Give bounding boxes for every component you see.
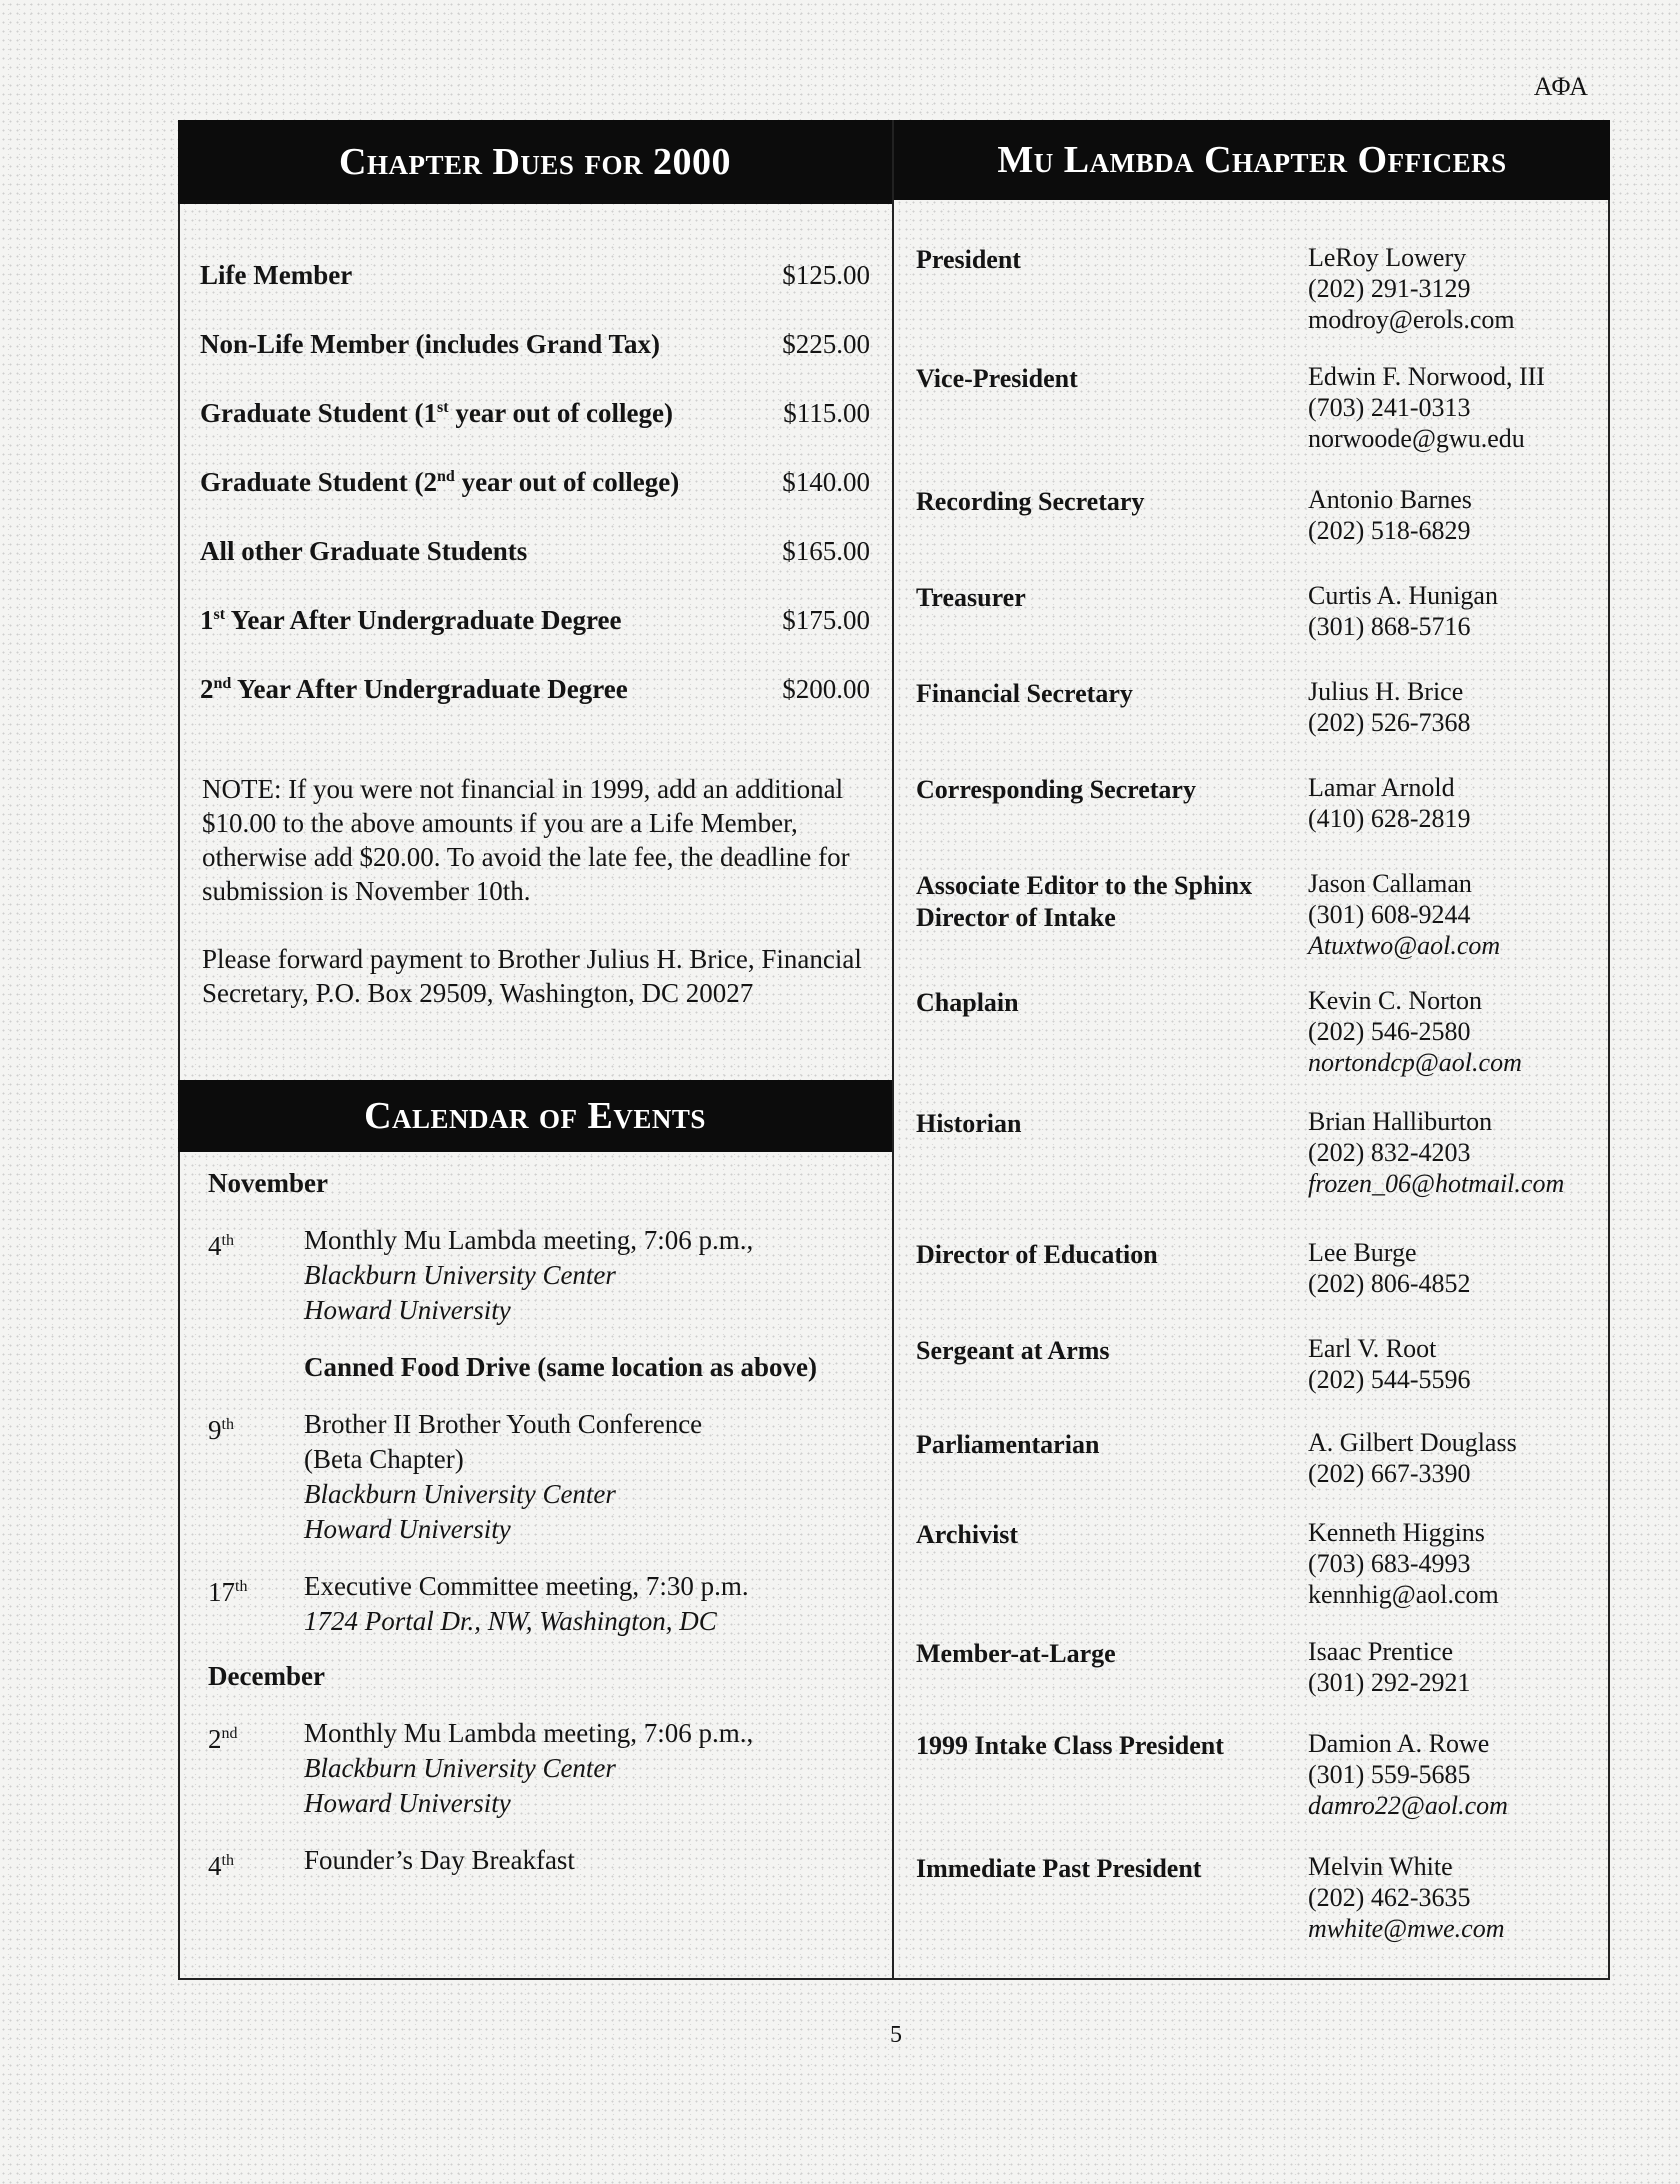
bottom-border [178,1978,1610,1980]
officer-title [916,1333,1308,1395]
left-border [178,120,180,1980]
event-location: Blackburn University Center [304,1753,616,1783]
dues-amount: $175.00 [782,605,870,635]
dues-label: 1st Year After Undergraduate Degree [200,605,622,635]
officer-name: Antonio Barnes [1308,485,1472,514]
event-day: 4th [208,1231,234,1261]
officer-row [916,580,1596,642]
officer-contact [1308,1237,1596,1299]
officer-title [916,772,1308,834]
officer-name: Brian Halliburton [1308,1107,1493,1136]
officer-title-line: Archivist [916,1520,1019,1549]
officer-row [916,361,1596,454]
officer-name: Jason Callaman [1308,869,1472,898]
officer-name: Julius H. Brice [1308,677,1464,706]
right-border [1608,120,1610,1980]
event-details [304,1569,878,1639]
payment-instructions: Please forward payment to Brother Julius H. Brice, Financial Secretary, P.O. Box 29509, Washington, DC 20027 [202,944,862,1008]
officer-phone: (301) 292-2921 [1308,1668,1471,1697]
officer-contact [1308,868,1596,961]
officer-title [916,1517,1308,1610]
officer-contact [1308,676,1596,738]
officer-phone: (410) 628-2819 [1308,804,1471,833]
dues-row [200,260,870,329]
officer-title [916,676,1308,738]
officer-phone: (202) 832-4203 [1308,1138,1471,1167]
event-line: Monthly Mu Lambda meeting, 7:06 p.m., [304,1225,754,1255]
dues-label: 2nd Year After Undergraduate Degree [200,674,628,704]
officer-title [916,242,1308,335]
officer-phone: (202) 546-2580 [1308,1017,1471,1046]
dues-amount: $140.00 [782,467,870,497]
officer-phone: (301) 868-5716 [1308,612,1471,641]
dues-row [200,674,870,743]
officer-title-line: Corresponding Secretary [916,775,1196,804]
officer-contact [1308,1517,1596,1610]
officer-phone: (301) 608-9244 [1308,900,1471,929]
dues-amount: $200.00 [782,674,870,704]
event-line: (Beta Chapter) [304,1444,464,1474]
calendar-heading: Calendar of Events [178,1080,892,1152]
officer-email: damro22@aol.com [1308,1791,1508,1820]
event-day [208,1350,304,1385]
officers-heading: Mu Lambda Chapter Officers [894,120,1610,200]
officer-title-line: Chaplain [916,988,1019,1017]
dues-row [200,536,870,605]
ordinal-suffix: th [221,1852,234,1869]
officer-title [916,1237,1308,1299]
officer-email: mwhite@mwe.com [1308,1914,1505,1943]
ordinal-suffix: nd [213,675,232,692]
officer-email: kennhig@aol.com [1308,1580,1499,1609]
event-details [304,1716,878,1821]
officer-contact [1308,985,1596,1078]
dues-label: Graduate Student (2nd year out of college) [200,467,680,497]
officer-phone: (301) 559-5685 [1308,1760,1471,1789]
officer-contact [1308,1427,1596,1489]
officer-contact [1308,242,1596,335]
event-location: Howard University [304,1295,511,1325]
officer-contact [1308,361,1596,454]
officer-name: Lamar Arnold [1308,773,1455,802]
dues-list [200,260,870,743]
event-details [304,1223,878,1328]
officer-phone: (202) 291-3129 [1308,274,1471,303]
dues-row [200,467,870,536]
calendar-event [208,1569,878,1639]
officer-phone: (202) 806-4852 [1308,1269,1471,1298]
officer-title-line: Recording Secretary [916,487,1145,516]
dues-label: All other Graduate Students [200,536,528,566]
officer-title-line: Director of Intake [916,903,1116,932]
officer-title-line: Vice-President [916,364,1078,393]
officer-row [916,868,1596,961]
event-line: Brother II Brother Youth Conference [304,1409,703,1439]
officer-name: A. Gilbert Douglass [1308,1428,1517,1457]
ordinal-suffix: th [221,1232,234,1249]
officer-row [916,985,1596,1078]
officer-title-line: Treasurer [916,583,1026,612]
greek-letters: ΑΦΑ [1533,72,1588,101]
event-location: Blackburn University Center [304,1479,616,1509]
event-location: Howard University [304,1788,511,1818]
dues-heading: Chapter Dues for 2000 [178,120,892,204]
officer-phone: (202) 462-3635 [1308,1883,1471,1912]
ordinal-suffix: th [235,1578,248,1595]
officer-email: frozen_06@hotmail.com [1308,1169,1565,1198]
calendar-event [208,1223,878,1328]
officer-row [916,1333,1596,1395]
officer-contact [1308,580,1596,642]
dues-label: Life Member [200,260,353,290]
event-day: 9th [208,1415,234,1445]
officer-title [916,868,1308,961]
officer-title-line: Parliamentarian [916,1430,1100,1459]
event-location: Blackburn University Center [304,1260,616,1290]
calendar-event [208,1350,878,1385]
officer-name: Damion A. Rowe [1308,1729,1490,1758]
dues-label: Graduate Student (1st year out of college) [200,398,674,428]
officer-row [916,1427,1596,1489]
officers-list [916,242,1596,1944]
ordinal-suffix: nd [221,1725,238,1742]
officer-contact [1308,772,1596,834]
officer-title [916,1636,1308,1698]
officer-title [916,1106,1308,1199]
officer-row [916,676,1596,738]
event-line: Founder’s Day Breakfast [304,1845,575,1875]
page-number: 5 [890,2022,902,2048]
officer-email: nortondcp@aol.com [1308,1048,1522,1077]
dues-amount: $165.00 [782,536,870,566]
officer-contact [1308,484,1596,546]
officer-row [916,772,1596,834]
officer-row [916,1237,1596,1299]
officer-title [916,1851,1308,1944]
calendar-event [208,1407,878,1547]
officer-title-line: Sergeant at Arms [916,1336,1110,1365]
event-location: 1724 Portal Dr., NW, Washington, DC [304,1606,717,1636]
officer-name: Isaac Prentice [1308,1637,1454,1666]
newsletter-frame [178,120,1610,1980]
event-highlight: Canned Food Drive (same location as above) [304,1352,817,1382]
dues-amount: $125.00 [782,260,870,290]
month-heading: November [208,1168,328,1198]
officer-title [916,484,1308,546]
event-day: 4th [208,1851,234,1881]
officer-name: Earl V. Root [1308,1334,1437,1363]
officer-phone: (202) 667-3390 [1308,1459,1471,1488]
officer-row [916,1728,1596,1821]
event-line: Monthly Mu Lambda meeting, 7:06 p.m., [304,1718,754,1748]
officer-title [916,1427,1308,1489]
dues-row [200,329,870,398]
officer-title [916,985,1308,1078]
officer-title-line: President [916,245,1021,274]
officer-name: Kenneth Higgins [1308,1518,1485,1547]
officer-phone: (703) 683-4993 [1308,1549,1471,1578]
calendar-event [208,1716,878,1821]
officer-phone: (202) 544-5596 [1308,1365,1471,1394]
event-location: Howard University [304,1514,511,1544]
officer-title [916,580,1308,642]
officer-email: Atuxtwo@aol.com [1308,931,1501,960]
officer-contact [1308,1728,1596,1821]
officer-contact [1308,1636,1596,1698]
officer-email: modroy@erols.com [1308,305,1515,334]
dues-amount: $115.00 [783,398,870,428]
officer-title-line: Member-at-Large [916,1639,1116,1668]
officer-title-line: Financial Secretary [916,679,1133,708]
officer-title-line: 1999 Intake Class President [916,1731,1224,1760]
officer-row [916,484,1596,546]
dues-label: Non-Life Member (includes Grand Tax) [200,329,661,359]
event-day: 2nd [208,1724,238,1754]
calendar-event [208,1843,878,1884]
officer-email: norwoode@gwu.edu [1308,424,1525,453]
dues-note: NOTE: If you were not financial in 1999, add an additional $10.00 to the above amounts if you are a Life Member, otherwise add $20.00. To avoid the late fee, the deadline for submission is November 10th. [202,774,850,906]
officer-phone: (202) 518-6829 [1308,516,1471,545]
dues-row [200,398,870,467]
dues-amount: $225.00 [782,329,870,359]
officer-name: Edwin F. Norwood, III [1308,362,1545,391]
officer-title [916,361,1308,454]
officer-name: Lee Burge [1308,1238,1417,1267]
event-details [304,1407,878,1547]
column-divider [892,120,894,1980]
ordinal-suffix: th [221,1416,234,1433]
ordinal-suffix: nd [437,468,455,485]
officer-phone: (202) 526-7368 [1308,708,1471,737]
officer-title-line: Associate Editor to the Sphinx [916,871,1253,900]
calendar-list [208,1162,878,1906]
officer-contact [1308,1333,1596,1395]
officer-contact [1308,1851,1596,1944]
event-details [304,1350,878,1385]
officer-row [916,242,1596,335]
month-heading: December [208,1661,325,1691]
event-line: Executive Committee meeting, 7:30 p.m. [304,1571,749,1601]
officer-row [916,1851,1596,1944]
officer-title [916,1728,1308,1821]
officer-title-line: Director of Education [916,1240,1158,1269]
officer-name: Curtis A. Hunigan [1308,581,1498,610]
officer-name: Melvin White [1308,1852,1453,1881]
officer-phone: (703) 241-0313 [1308,393,1471,422]
dues-row [200,605,870,674]
officer-row [916,1517,1596,1610]
officer-row [916,1636,1596,1698]
officer-title-line: Historian [916,1109,1022,1138]
officer-contact [1308,1106,1596,1199]
officer-title-line: Immediate Past President [916,1854,1202,1883]
event-day: 17th [208,1577,248,1607]
officer-name: LeRoy Lowery [1308,243,1467,272]
officer-row [916,1106,1596,1199]
ordinal-suffix: st [437,399,449,416]
ordinal-suffix: st [213,606,226,623]
officer-name: Kevin C. Norton [1308,986,1483,1015]
event-details [304,1843,878,1884]
